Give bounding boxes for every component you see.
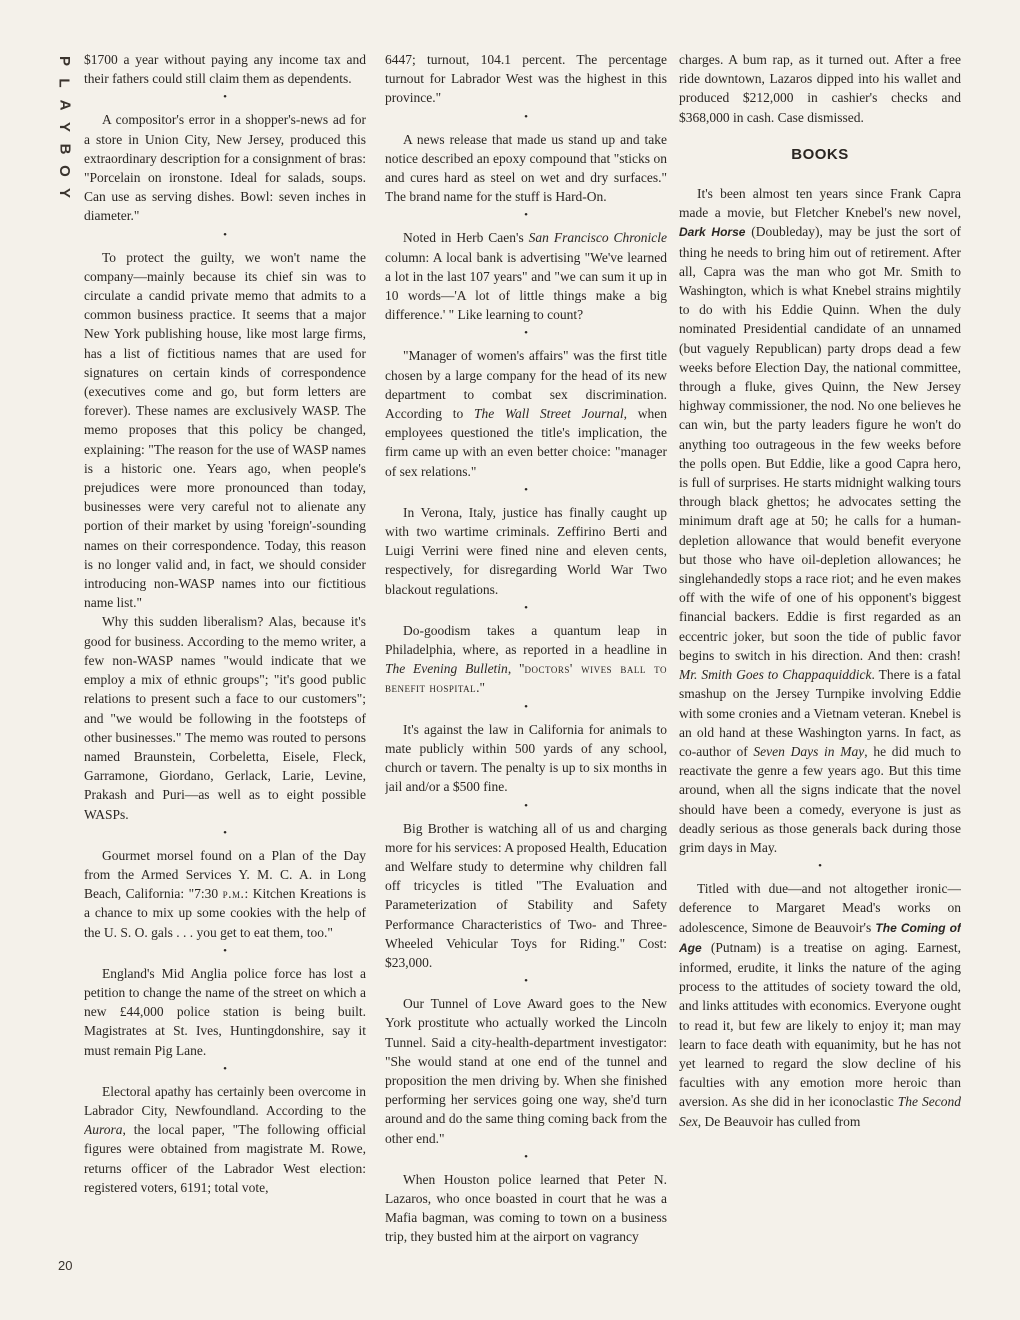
separator-bullet: • xyxy=(524,110,528,123)
publication-title: Aurora xyxy=(84,1122,123,1138)
paragraph: charges. A bum rap, as it turned out. After a free ride downtown, Lazaros dipped into his wallet and produced $212,000 in cashier's checks and $368,000 in cash. Case dismissed. xyxy=(679,52,961,125)
paragraph: It's against the law in California for animals to mate publicly within 500 yards of any school, church or tavern. The penalty is up to six months in jail and/or a $500 fine. xyxy=(385,721,667,795)
separator-bullet: • xyxy=(223,228,227,241)
book-title: Dark Horse xyxy=(679,225,746,240)
mock-title: Mr. Smith Goes to Chappaquiddick xyxy=(679,667,872,683)
paragraph xyxy=(385,346,667,480)
paragraph: When Houston police learned that Peter N. Lazaros, who once boasted in court that he was a Mafia bagman, was coming to town on a business trip, they busted him at the airport on vagrancy xyxy=(385,1171,667,1245)
magazine-letter: A xyxy=(56,99,73,111)
text-run: . There is a fatal smashup on the Jersey Turnpike involving Eddie with some cronies and a Vietnam veteran. Knebel is an old hand at these Washington yarns. In fact, as co-author of xyxy=(679,667,961,759)
paragraph: $1700 a year without paying any income tax and their fathers could still claim them as dependents. xyxy=(84,52,366,87)
publication-title: The Wall Street Journal xyxy=(473,406,624,422)
separator-bullet: • xyxy=(524,601,528,614)
text-run: "Manager of women's affairs" was the first title chosen by a large company for the head of its new department to combat sex discrimination. According to xyxy=(385,348,667,422)
text-run: , De Beauvoir has culled from xyxy=(697,1113,861,1129)
separator-bullet: • xyxy=(524,1150,528,1163)
separator-bullet: • xyxy=(524,700,528,713)
section-heading-books: BOOKS xyxy=(791,145,849,163)
text-run: It's been almost ten years since Frank Capra made a movie, but Fletcher Knebel's new novel, xyxy=(679,186,961,221)
magazine-letter: B xyxy=(56,143,73,155)
text-run: (Doubleday), may be just the sort of thing he needs to bring him out of retirement. After all, Capra was the man who got Mr. Smith to Washington, which is what Knebel strains mightily to do with his Eddie Quinn. When the duly nominated Presidential candidate of an unnamed (but vaguely Republican) party drops dead a few weeks before Election Day, the national committee, through a fluke, gives Quinn, the New Jersey highway commissioner, the nod. No one believes he can win, but the party leaders figure he won't do anything too outrageous in the few weeks before the polls open. But Eddie, like a good Capra hero, is full of surprises. He starts midnight walking tours through black ghettos; he advocates setting the minimum draft age at 50; he calls for a human-depletion allowance that would benefit everyone but those who have oil-depletion allowances; he singlehandedly stops a race riot; and he even makes off with the wife of one of his opponent's biggest financial backers. Eddie is first regarded as an eccentric joker, but soon the tide of public favor begins to switch in his direction. And then: crash! xyxy=(679,224,961,663)
text-run: , when employees questioned the title's implication, the firm came up with an even better choice: "manager of sex relations." xyxy=(385,406,667,479)
paragraph: A news release that made us stand up and take notice described an epoxy compound that "sticks on and cures hard as steel on wet and dry surfaces." The brand name for the stuff is Hard-On. xyxy=(385,131,667,205)
paragraph xyxy=(84,1082,366,1197)
text-run: , " xyxy=(507,661,525,677)
magazine-name-vertical xyxy=(54,50,74,204)
separator-bullet: • xyxy=(223,826,227,839)
page-number: 20 xyxy=(58,1258,73,1273)
paragraph xyxy=(385,228,667,324)
paragraph: England's Mid Anglia police force has lost a petition to change the name of the street on which a new £44,000 police station is being built. Magistrates at St. Ives, Huntingdonshire, say it must remain Pig Lane. xyxy=(84,965,366,1058)
text-run: Titled with due—and not altogether ironic—deference to Margaret Mead's works on adolescence, Simone de Beauvoir's xyxy=(679,881,961,935)
book-title: The Coming of Age xyxy=(679,920,961,955)
column-1 xyxy=(84,50,366,1272)
separator-bullet: • xyxy=(524,327,528,340)
paragraph: Big Brother is watching all of us and charging more for his services: A proposed Health, Education and Welfare study to determine why children fall off tricycles is titled "The Evaluation and Parameterization of Stability and Safety Performance Characteristics of Two- and Three-Wheeled Vehicular Toys for Riding." Cost: $23,000. xyxy=(385,820,667,970)
paragraph: Our Tunnel of Love Award goes to the New York prostitute who actually worked the Lincoln Tunnel. Said a city-health-department investigator: "She would stand at one end of the tunnel and proposition the men driving by. When she finished performing her services going one way, she'd turn around and do the same thing coming back from the other end." xyxy=(385,996,667,1146)
magazine-letter: Y xyxy=(55,121,73,133)
headline-quote: doctors' wives ball to benefit hospital xyxy=(385,661,667,696)
text-run: p.m. xyxy=(222,886,245,902)
magazine-letter: Y xyxy=(55,187,73,199)
publication-title: The Evening Bulletin xyxy=(385,661,508,677)
separator-bullet: • xyxy=(524,209,528,222)
separator-bullet: • xyxy=(223,944,227,957)
separator-bullet: • xyxy=(524,483,528,496)
text-run: Noted in Herb Caen's xyxy=(403,230,529,246)
paragraph: To protect the guilty, we won't name the company—mainly because its chief sin was to circulate a candid private memo that admits to a common business practice. It seems that a major New York publishing house, like most large firms, has a list of fictitious names that are used for signatures on certain kinds of correspondence (executives come and go, but form letters are forever). These names are exclusively WASP. The memo proposes that this policy be changed, explaining: "The reason for the use of WASP names is a historic one. Years ago, when people's prejudices were more pronounced than today, businesses were very careful not to alienate any portion of their market by using 'foreign'-sounding names on their correspondence. Today, this reason is no longer valid and, in fact, we should consider introducing non-WASP names into our fictitious name list." xyxy=(84,249,366,611)
separator-bullet: • xyxy=(818,860,822,873)
magazine-letter: P xyxy=(55,55,73,67)
paragraph: Why this sudden liberalism? Alas, because it's good for business. According to the memo writer, a few non-WASP names "would indicate that we employ a mix of ethnic groups"; "it's good public relations to present such a face to our customers"; and "we would be following in the footsteps of other businesses." The memo was routed to persons named Braunstein, Corbeletta, Eisele, Fleck, Garramone, Giordano, Gerlack, Larie, Levine, Prakash and Puri—as well as to eight possible WASPs. xyxy=(84,614,366,822)
text-run: : Kitchen Kreations is a chance to mix up some cookies with the help of the U. S. O. gals . . . you get to eat them, too." xyxy=(84,886,366,940)
text-run: Gourmet morsel found on a Plan of the Day from the Armed Services Y. M. C. A. in Long Beach, California: "7:30 xyxy=(84,847,366,902)
paragraph: A compositor's error in a shopper's-news ad for a store in Union City, New Jersey, produced this extraordinary description for a consignment of bras: "Porcelain on ironstone. Ideal for salads, soups. Can use as serving dishes. Bowl: seven inches in diameter." xyxy=(84,112,366,224)
paragraph xyxy=(84,846,366,942)
magazine-letter: O xyxy=(55,165,73,177)
paragraph xyxy=(385,621,667,698)
magazine-letter: L xyxy=(55,78,73,88)
publication-title: San Francisco Chronicle xyxy=(528,230,667,246)
separator-bullet: • xyxy=(524,975,528,988)
separator-bullet: • xyxy=(524,799,528,812)
text-run: (Putnam) is a treatise on aging. Earnest, informed, erudite, it links the nature of the aging process to the attitudes of society toward the old, and links attitudes with economics. Everyone ought to read it, but few are likely to enjoy it; man may learn to face death with equanimity, but he has not yet learned to regard the slow decline of his faculties with any emotion more heroic than aversion. As she did in her iconoclastic xyxy=(679,939,961,1110)
paragraph: In Verona, Italy, justice has finally caught up with two wartime criminals. Zeffirino Berti and Luigi Verrini were fined nine and eleven cents, respectively, for disregarding World War Two blackout regulations. xyxy=(385,504,667,597)
paragraph xyxy=(679,184,961,857)
text-run: , the local paper, "The following official figures were obtained from magistrate M. Rowe, returns officer of the Labrador West election: registered voters, 6191; total vote, xyxy=(84,1122,366,1195)
text-run: ." xyxy=(476,680,486,696)
text-run: , he did much to reactivate the genre a few years ago. But this time around, when all the signs indicate that the novel should have been a comedy, everyone is just as deadly serious as those generals back during those grim days in May. xyxy=(679,743,961,855)
paragraph: 6447; turnout, 104.1 percent. The percentage turnout for Labrador West was the highest in this province." xyxy=(385,52,667,106)
text-run: Do-goodism takes a quantum leap in Philadelphia, where, as reported in a headline in xyxy=(385,622,667,658)
book-title: The Second Sex xyxy=(679,1094,961,1129)
paragraph xyxy=(679,879,961,1131)
text-run: column: A local bank is advertising "We've learned a lot in the last 107 years" and "we can sum it up in 10 words—'A lot of little things make a big difference.' " Like learning to count? xyxy=(385,249,667,323)
column-2 xyxy=(385,50,667,1272)
column-3 xyxy=(679,50,961,1272)
book-title: Seven Days in May xyxy=(753,743,865,759)
separator-bullet: • xyxy=(223,1062,227,1075)
separator-bullet: • xyxy=(223,91,227,104)
text-run: Electoral apathy has certainly been overcome in Labrador City, Newfoundland. According to the xyxy=(84,1083,366,1118)
